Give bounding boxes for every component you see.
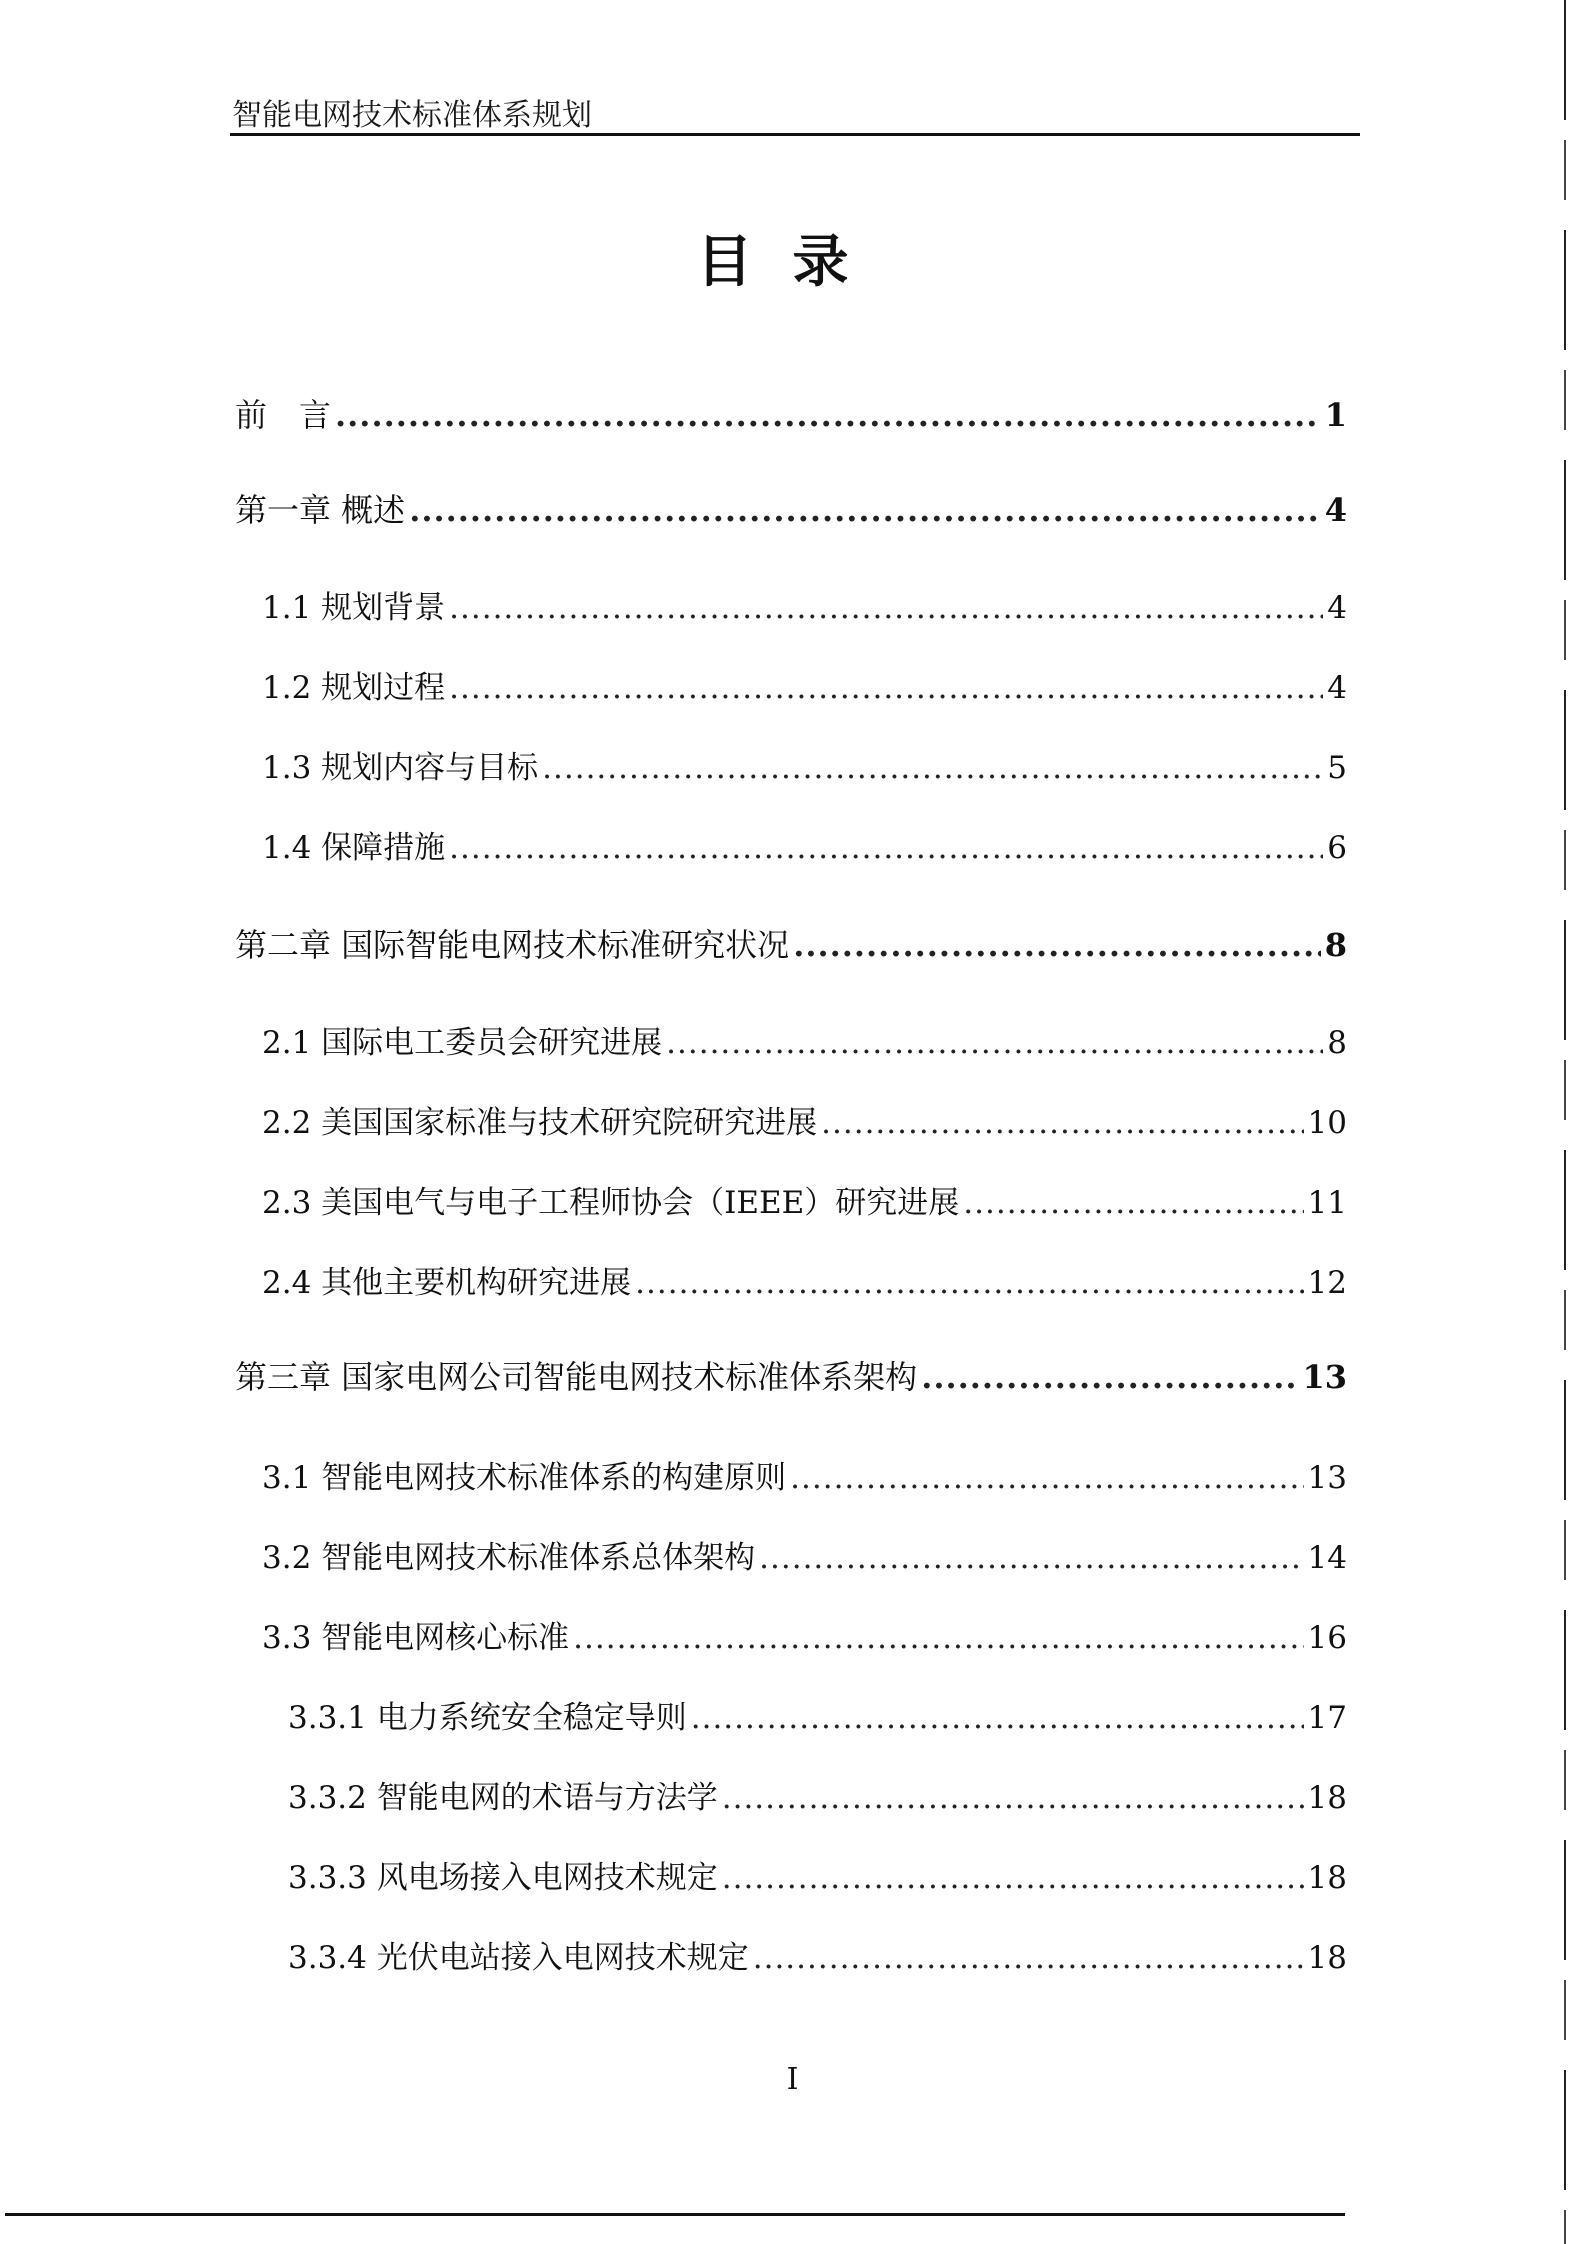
running-header: 智能电网技术标准体系规划 [232,98,592,133]
dot-leader [753,1940,1304,1976]
toc-entry-label: 第三章 国家电网公司智能电网技术标准体系架构 [235,1358,918,1396]
dot-leader [542,750,1323,786]
dot-leader [722,1860,1304,1896]
dot-leader [635,1265,1303,1301]
toc-entry-label: 3.3.1 电力系统安全稳定导则 [288,1700,687,1736]
toc-entry-chapter-2[interactable] [235,920,1347,964]
toc-entry-page: 18 [1307,1780,1347,1816]
toc-entry-page: 13 [1302,1358,1347,1396]
toc-entry-page: 6 [1327,830,1347,866]
bottom-rule [5,2213,1345,2216]
toc-entry-label: 1.3 规划内容与目标 [262,750,539,786]
dot-leader [921,1358,1298,1396]
toc-entry-preface[interactable] [235,390,1347,434]
toc-entry-label: 3.3.4 光伏电站接入电网技术规定 [288,1940,749,1976]
toc-entry-1-2[interactable] [262,662,1347,706]
toc-entry-2-4[interactable] [262,1257,1347,1301]
toc-entry-2-3[interactable] [262,1177,1347,1221]
dot-leader [449,670,1323,706]
toc-entry-3-2[interactable] [262,1532,1347,1576]
dot-leader [722,1780,1304,1816]
toc-entry-label: 3.3 智能电网核心标准 [262,1620,570,1656]
toc-entry-label: 1.2 规划过程 [262,670,446,706]
toc-entry-3-3-2[interactable] [288,1772,1347,1816]
toc-entry-3-3[interactable] [262,1612,1347,1656]
dot-leader [409,491,1321,529]
toc-entry-page: 18 [1307,1860,1347,1896]
toc-entry-page: 14 [1307,1540,1347,1576]
toc-entry-label: 3.3.3 风电场接入电网技术规定 [288,1860,718,1896]
dot-leader [573,1620,1303,1656]
toc-entry-label: 3.1 智能电网技术标准体系的构建原则 [262,1460,787,1496]
toc-entry-page: 13 [1307,1460,1347,1496]
toc-entry-label: 3.2 智能电网技术标准体系总体架构 [262,1540,756,1576]
page-title: 目录 [696,230,889,295]
page-number-footer: I [786,2062,799,2097]
toc-entry-label: 2.1 国际电工委员会研究进展 [262,1025,663,1061]
toc-entry-page: 10 [1307,1105,1347,1141]
toc-entry-label: 1.1 规划背景 [262,590,446,626]
toc-entry-page: 18 [1307,1940,1347,1976]
toc-entry-page: 11 [1307,1185,1347,1221]
dot-leader [449,590,1323,626]
toc-entry-page: 17 [1307,1700,1347,1736]
toc-entry-page: 16 [1307,1620,1347,1656]
dot-leader [449,830,1323,866]
toc-entry-label: 前 言 [235,396,332,434]
toc-entry-label: 3.3.2 智能电网的术语与方法学 [288,1780,718,1816]
toc-entry-label: 2.3 美国电气与电子工程师协会（IEEE）研究进展 [262,1185,960,1221]
toc-entry-1-1[interactable] [262,582,1347,626]
toc-entry-page: 8 [1324,926,1347,964]
toc-entry-page: 4 [1327,670,1347,706]
toc-entry-3-3-1[interactable] [288,1692,1347,1736]
toc-entry-1-3[interactable] [262,742,1347,786]
toc-entry-page: 12 [1307,1265,1347,1301]
toc-entry-label: 2.4 其他主要机构研究进展 [262,1265,632,1301]
dot-leader [666,1025,1323,1061]
toc-entry-2-1[interactable] [262,1017,1347,1061]
dot-leader [335,396,1321,434]
toc-entry-label: 第二章 国际智能电网技术标准研究状况 [235,926,790,964]
toc-entry-page: 4 [1324,491,1347,529]
header-rule [230,133,1360,136]
toc-entry-label: 第一章 概述 [235,491,406,529]
dot-leader [691,1700,1304,1736]
toc-entry-page: 1 [1324,396,1347,434]
toc-entry-3-3-3[interactable] [288,1852,1347,1896]
scan-edge-line [1564,0,1566,2244]
dot-leader [793,926,1321,964]
dot-leader [963,1185,1303,1221]
toc-entry-chapter-1[interactable] [235,485,1347,529]
toc-entry-page: 5 [1327,750,1347,786]
toc-entry-page: 8 [1327,1025,1347,1061]
toc-entry-page: 4 [1327,590,1347,626]
dot-leader [790,1460,1303,1496]
toc-entry-label: 1.4 保障措施 [262,830,446,866]
toc-entry-1-4[interactable] [262,822,1347,866]
dot-leader [759,1540,1303,1576]
toc-entry-3-3-4[interactable] [288,1932,1347,1976]
dot-leader [821,1105,1303,1141]
toc-entry-2-2[interactable] [262,1097,1347,1141]
toc-entry-label: 2.2 美国国家标准与技术研究院研究进展 [262,1105,818,1141]
toc-entry-chapter-3[interactable] [235,1352,1347,1396]
toc-entry-3-1[interactable] [262,1452,1347,1496]
